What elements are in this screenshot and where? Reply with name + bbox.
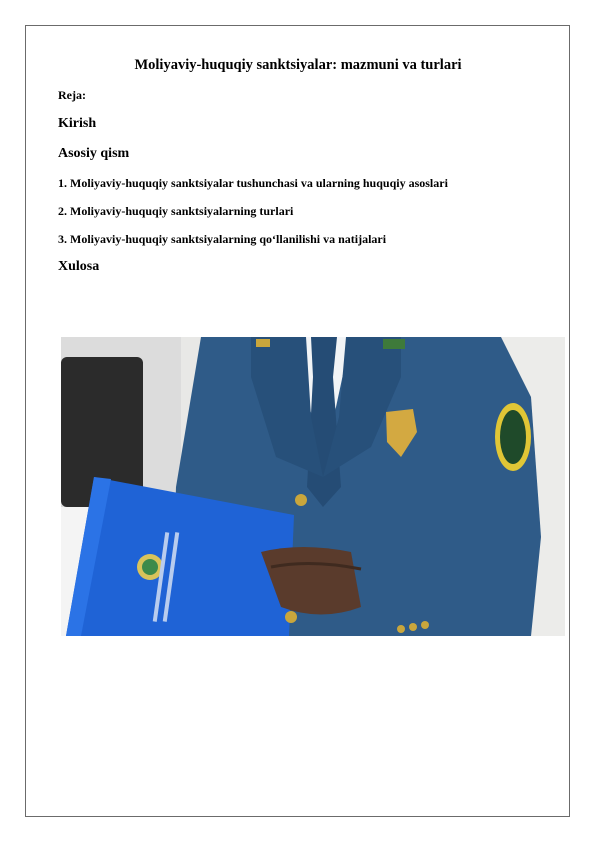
document-title: Moliyaviy-huquqiy sanktsiyalar: mazmuni va turlari [134,57,462,73]
intro-heading: Kirish [58,116,97,131]
plan-item-2: 2. Moliyaviy-huquqiy sanktsiyalarning turlari [58,204,294,218]
officer-photo [61,337,565,636]
conclusion-heading: Xulosa [58,259,100,274]
main-part-heading: Asosiy qism [58,146,130,161]
plan-heading: Reja: [58,88,86,102]
plan-item-1: 1. Moliyaviy-huquqiy sanktsiyalar tushunchasi va ularning huquqiy asoslari [58,176,448,190]
plan-item-3: 3. Moliyaviy-huquqiy sanktsiyalarning qo‘llanilishi va natijalari [58,232,387,246]
